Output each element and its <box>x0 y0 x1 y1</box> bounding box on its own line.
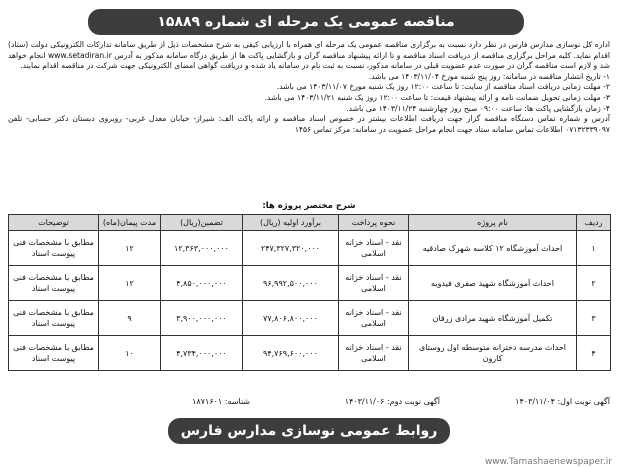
contract-duration: ۱۲ <box>99 231 161 266</box>
notes: مطابق با مشخصات فنی پیوست اسناد <box>9 266 99 301</box>
intro-item-1: ۱- تاریخ انتشار مناقصه در سامانه: روز پنج شنبه مورخ ۱۴۰۳/۱۱/۰۴ می باشد. <box>368 71 610 81</box>
project-name: احداث مدرسه دخترانه متوسطه اول روستای کارون <box>409 336 577 371</box>
intro-item-4: ۴- زمان بازگشایی پاکت ها: ساعت ۰۹:۰۰ صبح روز چهارشنبه ۱۴۰۳/۱۱/۲۴ می باشد. <box>346 103 610 113</box>
header-notes: توضیحات <box>9 215 99 231</box>
header-row-number: ردیف <box>577 215 611 231</box>
table-row <box>9 266 611 301</box>
ad-dates-line <box>8 397 610 406</box>
initial-estimate: ۲۴۷,۳۲۷,۳۲۰,۰۰۰ <box>243 231 339 266</box>
guarantee: ۴,۸۵۰,۰۰۰,۰۰۰ <box>161 266 243 301</box>
project-name: احداث آموزشگاه شهید صفری فیدویه <box>409 266 577 301</box>
payment-method: نقد - اسناد خزانه اسلامی <box>339 301 409 336</box>
contract-duration: ۹ <box>99 301 161 336</box>
guarantee: ۴,۷۳۴,۰۰۰,۰۰۰ <box>161 336 243 371</box>
intro-paragraph: اداره کل نوسازی مدارس فارس در نظر دارد نسبت به برگزاری مناقصه عمومی یک مرحله ای همراه با ارزیابی کیفی به شرح مشخصات ذیل از طریق سامانه تدارکات الکترونیکی دولت (ستاد) اقدام نماید. کلیه مراحل برگزاری مناقصه از دریافت اسناد مناقصه و تا ارائه پیشنهاد مناقصه گران و بازگشایی پاکت ها از طریق درگاه سامانه مذکور به آدرس www.setadiran.ir انجام خواهد شد و لازم است مناقصه گران در صورت عدم عضویت قبلی در سامانه مذکور، نسبت به ثبت نام در سامانه یاد شده و دریافت گواهی امضای الکترونیکی جهت شرکت در مناقصه اقدام نمایند. <box>8 40 610 71</box>
table-row <box>9 301 611 336</box>
header-guarantee: تضمین(ریال) <box>161 215 243 231</box>
row-number: ۲ <box>577 266 611 301</box>
table-row <box>9 231 611 266</box>
public-relations-title: روابط عمومی نوسازی مدارس فارس <box>168 418 450 444</box>
payment-method: نقد - اسناد خزانه اسلامی <box>339 231 409 266</box>
header-payment-method: نحوه پرداخت <box>339 215 409 231</box>
header-initial-estimate: برآورد اولیه (ریال) <box>243 215 339 231</box>
initial-estimate: ۷۷,۸۰۶,۸۰۰,۰۰۰ <box>243 301 339 336</box>
header-contract-duration: مدت پیمان(ماه) <box>99 215 161 231</box>
first-ad-date: آگهی نوبت اول: ۱۴۰۳/۱۱/۰۴ <box>515 397 610 406</box>
project-name: تکمیل آموزشگاه شهید مرادی زرقان <box>409 301 577 336</box>
initial-estimate: ۹۴,۷۶۹,۶۰۰,۰۰۰ <box>243 336 339 371</box>
guarantee: ۳,۹۰۰,۰۰۰,۰۰۰ <box>161 301 243 336</box>
row-number: ۱ <box>577 231 611 266</box>
row-number: ۴ <box>577 336 611 371</box>
header-project-name: نام پروژه <box>409 215 577 231</box>
intro-item-2: ۲- مهلت زمانی دریافت اسناد مناقصه از سایت: تا ساعت ۱۲:۰۰ روز یک شنبه مورخ ۱۴۰۳/۱۱/۰۷ می باشد. <box>276 82 610 92</box>
intro-item-3: ۳- مهلت زمانی تحویل ضمانت نامه و ارائه پیشنهاد قیمت: تا ساعت ۱۲:۰۰ روز یک شنبه ۱۴۰۳/۱۱/۲۱ می باشد. <box>264 92 610 102</box>
notice-id: شناسه: ۱۸۷۱۶۰۱ <box>192 397 250 406</box>
projects-table <box>8 214 611 371</box>
projects-subtitle: شرح مختصر پروژه ها: <box>262 201 356 211</box>
intro-text <box>8 40 610 135</box>
notes: مطابق با مشخصات فنی پیوست اسناد <box>9 301 99 336</box>
second-ad-date: آگهی نوبت دوم: ۱۴۰۳/۱۱/۰۶ <box>344 397 440 406</box>
initial-estimate: ۹۶,۹۹۲,۵۰۰,۰۰۰ <box>243 266 339 301</box>
project-name: احداث آموزشگاه ۱۲ کلاسه شهرک صادقیه <box>409 231 577 266</box>
payment-method: نقد - اسناد خزانه اسلامی <box>339 266 409 301</box>
payment-method: نقد - اسناد خزانه اسلامی <box>339 336 409 371</box>
notes: مطابق با مشخصات فنی پیوست اسناد <box>9 336 99 371</box>
row-number: ۳ <box>577 301 611 336</box>
guarantee: ۱۲,۳۶۳,۰۰۰,۰۰۰ <box>161 231 243 266</box>
intro-contact: آدرس و شماره تماس دستگاه مناقصه گزار جهت دریافت اطلاعات بیشتر در خصوص اسناد مناقصه و ارائه پاکت الف: شیراز- خیابان معدل غربی- روبروی دبستان دکتر حسابی- تلفن ۰۷۱۳۲۳۳۹۰۹۷ اطلاعات تماس سامانه ستاد جهت انجام مراحل عضویت در سامانه: مرکز تماس ۱۴۵۶ <box>8 114 610 134</box>
notes: مطابق با مشخصات فنی پیوست اسناد <box>9 231 99 266</box>
contract-duration: ۱۰ <box>99 336 161 371</box>
contract-duration: ۱۲ <box>99 266 161 301</box>
notice-title: مناقصه عمومی یک مرحله ای شماره ۱۵۸۸۹ <box>88 9 524 35</box>
table-row <box>9 336 611 371</box>
site-watermark: www.Tamashaenewspaper.ir <box>484 457 612 467</box>
table-header-row <box>9 215 611 231</box>
